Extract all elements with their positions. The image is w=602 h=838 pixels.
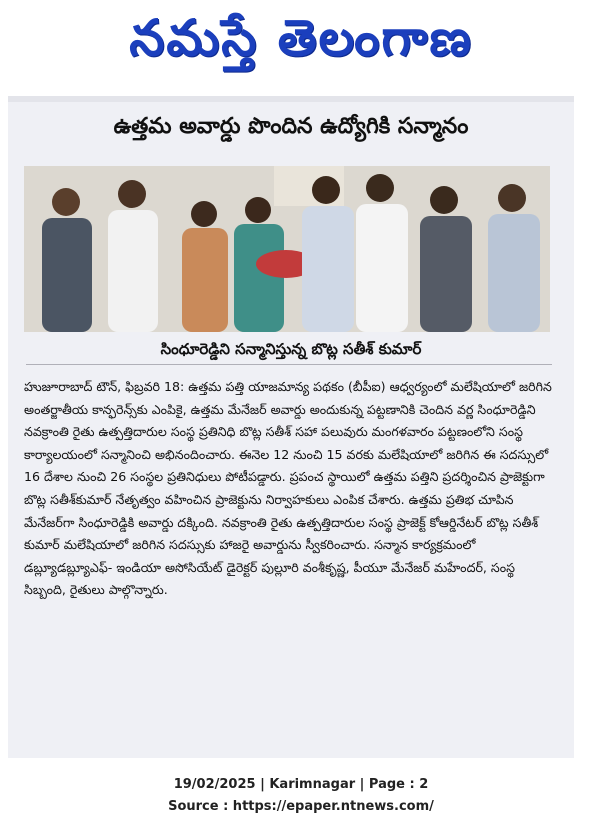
article-headline: ఉత్తమ అవార్డు పొందిన ఉద్యోగికి సన్మానం <box>113 114 469 139</box>
photo-caption: సింధూరెడ్డిని సన్మానిస్తున్న బొట్ల సతీశ్‌ కుమార్‌ <box>160 340 422 358</box>
masthead <box>0 0 602 82</box>
edition-meta: 19/02/2025 | Karimnagar | Page : 2 <box>173 777 429 792</box>
newspaper-logo: నమస్తే తెలంగాణ <box>129 9 473 67</box>
group-photo-illustration <box>24 166 550 332</box>
caption-divider <box>26 364 552 365</box>
clipping-top-rule <box>8 96 574 102</box>
article-body <box>24 376 554 602</box>
article-paragraph: హుజూరాబాద్‌ టౌన్‌, ఫిబ్రవరి 18: ఉత్తమ పత్తి యాజమాన్య పథకం (బీపీఐ) ఆధ్వర్యంలో మలేషియాలో జరిగిన అంతర్జాతీయ కాన్ఫరెన్స్‌కు ఎంపికై, ఉత్తమ మేనేజర్‌ అవార్డు అందుకున్న పట్టణానికి చెందిన వర్ణ సింధూరెడ్డిని నవక్రాంతి రైతు ఉత్పత్తిదారుల సంస్థ ప్రతినిధి బొట్ల సతీశ్‌ సహా పలువురు మంగళవారం పట్టణంలోని సంస్థ కార్యాలయంలో సన్మానించి అభినందించారు. ఈనెల 12 నుంచి 15 వరకు మలేషియాలో జరిగిన ఈ సదస్సులో 16 దేశాల నుంచి 26 సంస్థల ప్రతినిధులు పోటీపడ్డారు. ప్రపంచ స్థాయిలో ఉత్తమ పత్తిని ప్రదర్శించిన ప్రాజెక్టుగా బొట్ల సతీశ్‌కుమార్‌ నేతృత్వం వహించిన ప్రాజెక్టును నిర్వాహకులు ఎంపిక చేశారు. ఉత్తమ ప్రతిభ చూపిన మేనేజర్‌గా సింధూరెడ్డికి అవార్డు దక్కింది. నవక్రాంతి రైతు ఉత్పత్తిదారుల సంస్థ ప్రాజెక్ట్‌ కోఆర్డినేటర్‌ బొట్ల సతీశ్‌ కుమార్‌ మలేషియాలో జరిగిన సదస్సుకు హాజరై అవార్డును స్వీకరించారు. సన్మాన కార్యక్రమంలో డబ్ల్యూడబ్ల్యూఎఫ్‌- ఇండియా అసోసియేట్‌ డైరెక్టర్‌ పుల్లూరి వంశీకృష్ణ, పీయూ మేనేజర్‌ మహేందర్‌, సంస్థ సిబ్బంది, రైతులు పాల్గొన్నారు. <box>24 379 552 598</box>
news-clipping <box>8 96 574 758</box>
source-line: Source : https://epaper.ntnews.com/ <box>168 799 434 814</box>
article-photo <box>24 166 550 332</box>
footer <box>0 774 602 818</box>
